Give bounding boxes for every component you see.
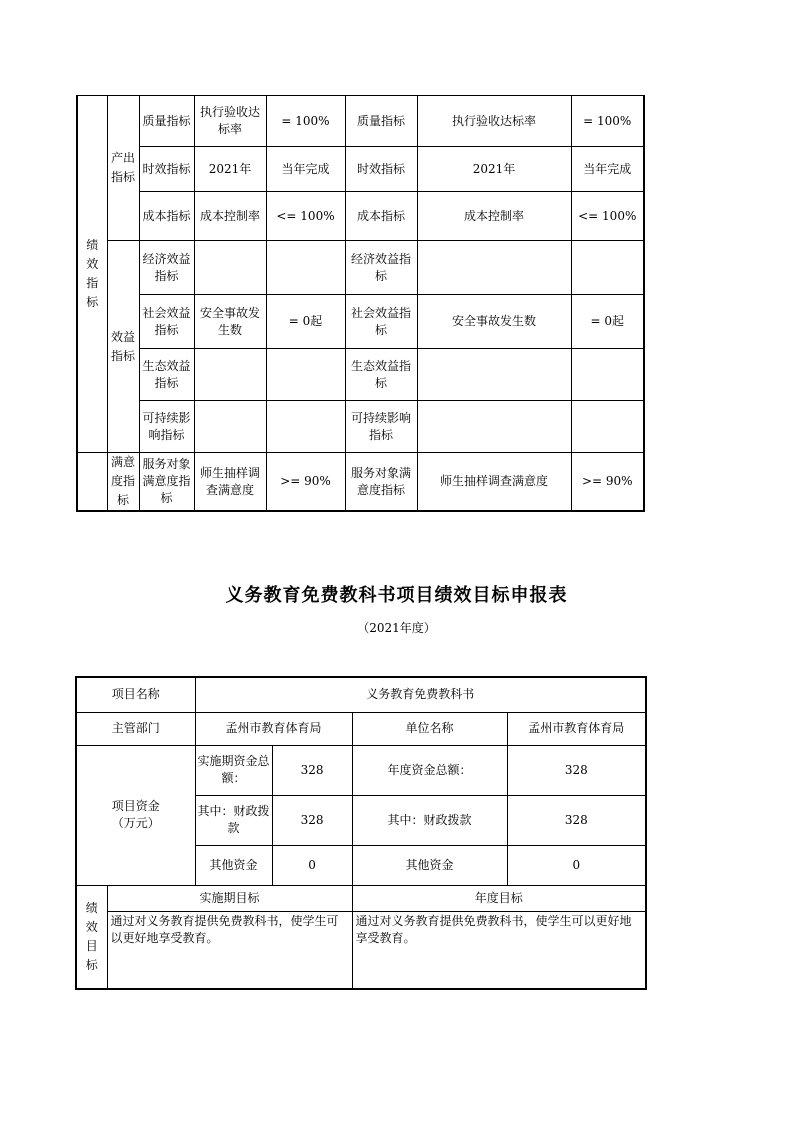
- indicator-key: 经济效益指标: [345, 241, 417, 295]
- outer-label-perf: 绩效指标: [77, 96, 107, 453]
- dept-label: 主管部门: [76, 712, 195, 745]
- indicator-item: [194, 241, 266, 295]
- year-total-label: 年度资金总额：: [352, 745, 507, 795]
- indicator-key: 可持续影响指标: [345, 401, 417, 453]
- indicator-item: 2021年: [194, 147, 266, 192]
- indicator-key: 可持续影响指标: [139, 401, 194, 453]
- period-total-value: 328: [272, 745, 352, 795]
- year-goal-label: 年度目标: [352, 885, 646, 911]
- indicator-item: 师生抽样调查满意度: [417, 453, 571, 512]
- fiscal-value-right: 328: [507, 795, 646, 845]
- indicator-key: 成本指标: [345, 192, 417, 241]
- indicator-value: >= 90%: [571, 453, 644, 512]
- outer-label-perf-cont: [77, 453, 107, 512]
- indicator-value: [571, 349, 644, 401]
- indicator-value: = 0起: [571, 295, 644, 349]
- indicator-item: [194, 401, 266, 453]
- period-goal-text: 通过对义务教育提供免费教科书，使学生可以更好地享受教育。: [107, 911, 352, 989]
- indicator-key: 质量指标: [139, 96, 194, 147]
- indicator-item: 安全事故发生数: [194, 295, 266, 349]
- performance-indicator-table: [76, 95, 645, 512]
- indicator-value: [571, 401, 644, 453]
- fiscal-label-left: 其中：财政拨款: [195, 795, 272, 845]
- indicator-value: <= 100%: [266, 192, 345, 241]
- indicator-key: 成本指标: [139, 192, 194, 241]
- indicator-item: [417, 241, 571, 295]
- year-goal-text: 通过对义务教育提供免费教科书，使学生可以更好地享受教育。: [352, 911, 646, 989]
- application-form-table: [75, 676, 647, 990]
- indicator-item: [417, 349, 571, 401]
- indicator-value: <= 100%: [571, 192, 644, 241]
- indicator-value: = 0起: [266, 295, 345, 349]
- indicator-item: 2021年: [417, 147, 571, 192]
- form-year: （2021年度）: [357, 621, 436, 635]
- indicator-key: 社会效益指标: [345, 295, 417, 349]
- indicator-value: 当年完成: [266, 147, 345, 192]
- year-total-value: 328: [507, 745, 646, 795]
- fiscal-value-left: 328: [272, 795, 352, 845]
- indicator-key: 时效指标: [139, 147, 194, 192]
- indicator-item: 执行验收达标率: [417, 96, 571, 147]
- indicator-value: [571, 241, 644, 295]
- indicator-key: 服务对象满意度指标: [139, 453, 194, 512]
- project-name-value: 义务教育免费教科书: [195, 677, 646, 712]
- group-output: 产出指标: [107, 96, 139, 241]
- indicator-value: = 100%: [266, 96, 345, 147]
- indicator-item: 执行验收达标率: [194, 96, 266, 147]
- indicator-value: >= 90%: [266, 453, 345, 512]
- indicator-item: 成本控制率: [417, 192, 571, 241]
- other-label-right: 其他资金: [352, 845, 507, 885]
- indicator-item: [194, 349, 266, 401]
- group-benefit: 效益指标: [107, 241, 139, 453]
- project-name-label: 项目名称: [76, 677, 195, 712]
- other-value-right: 0: [507, 845, 646, 885]
- indicator-item: [417, 401, 571, 453]
- indicator-value: 当年完成: [571, 147, 644, 192]
- indicator-key: 服务对象满意度指标: [345, 453, 417, 512]
- indicator-key: 经济效益指标: [139, 241, 194, 295]
- indicator-value: [266, 401, 345, 453]
- period-total-label: 实施期资金总额：: [195, 745, 272, 795]
- indicator-value: [266, 349, 345, 401]
- indicator-value: [266, 241, 345, 295]
- indicator-value: = 100%: [571, 96, 644, 147]
- goal-label: 绩效目标: [76, 885, 107, 989]
- indicator-key: 时效指标: [345, 147, 417, 192]
- dept-value: 孟州市教育体育局: [195, 712, 352, 745]
- indicator-item: 师生抽样调查满意度: [194, 453, 266, 512]
- indicator-item: 成本控制率: [194, 192, 266, 241]
- indicator-key: 生态效益指标: [139, 349, 194, 401]
- group-satisfaction: 满意度指标: [107, 453, 139, 512]
- period-goal-label: 实施期目标: [107, 885, 352, 911]
- indicator-key: 质量指标: [345, 96, 417, 147]
- other-value-left: 0: [272, 845, 352, 885]
- fund-label: 项目资金（万元）: [76, 745, 195, 885]
- unit-label: 单位名称: [352, 712, 507, 745]
- fiscal-label-right: 其中：财政拨款: [352, 795, 507, 845]
- unit-value: 孟州市教育体育局: [507, 712, 646, 745]
- indicator-key: 生态效益指标: [345, 349, 417, 401]
- indicator-item: 安全事故发生数: [417, 295, 571, 349]
- other-label-left: 其他资金: [195, 845, 272, 885]
- indicator-key: 社会效益指标: [139, 295, 194, 349]
- form-title: 义务教育免费教科书项目绩效目标申报表: [225, 585, 568, 606]
